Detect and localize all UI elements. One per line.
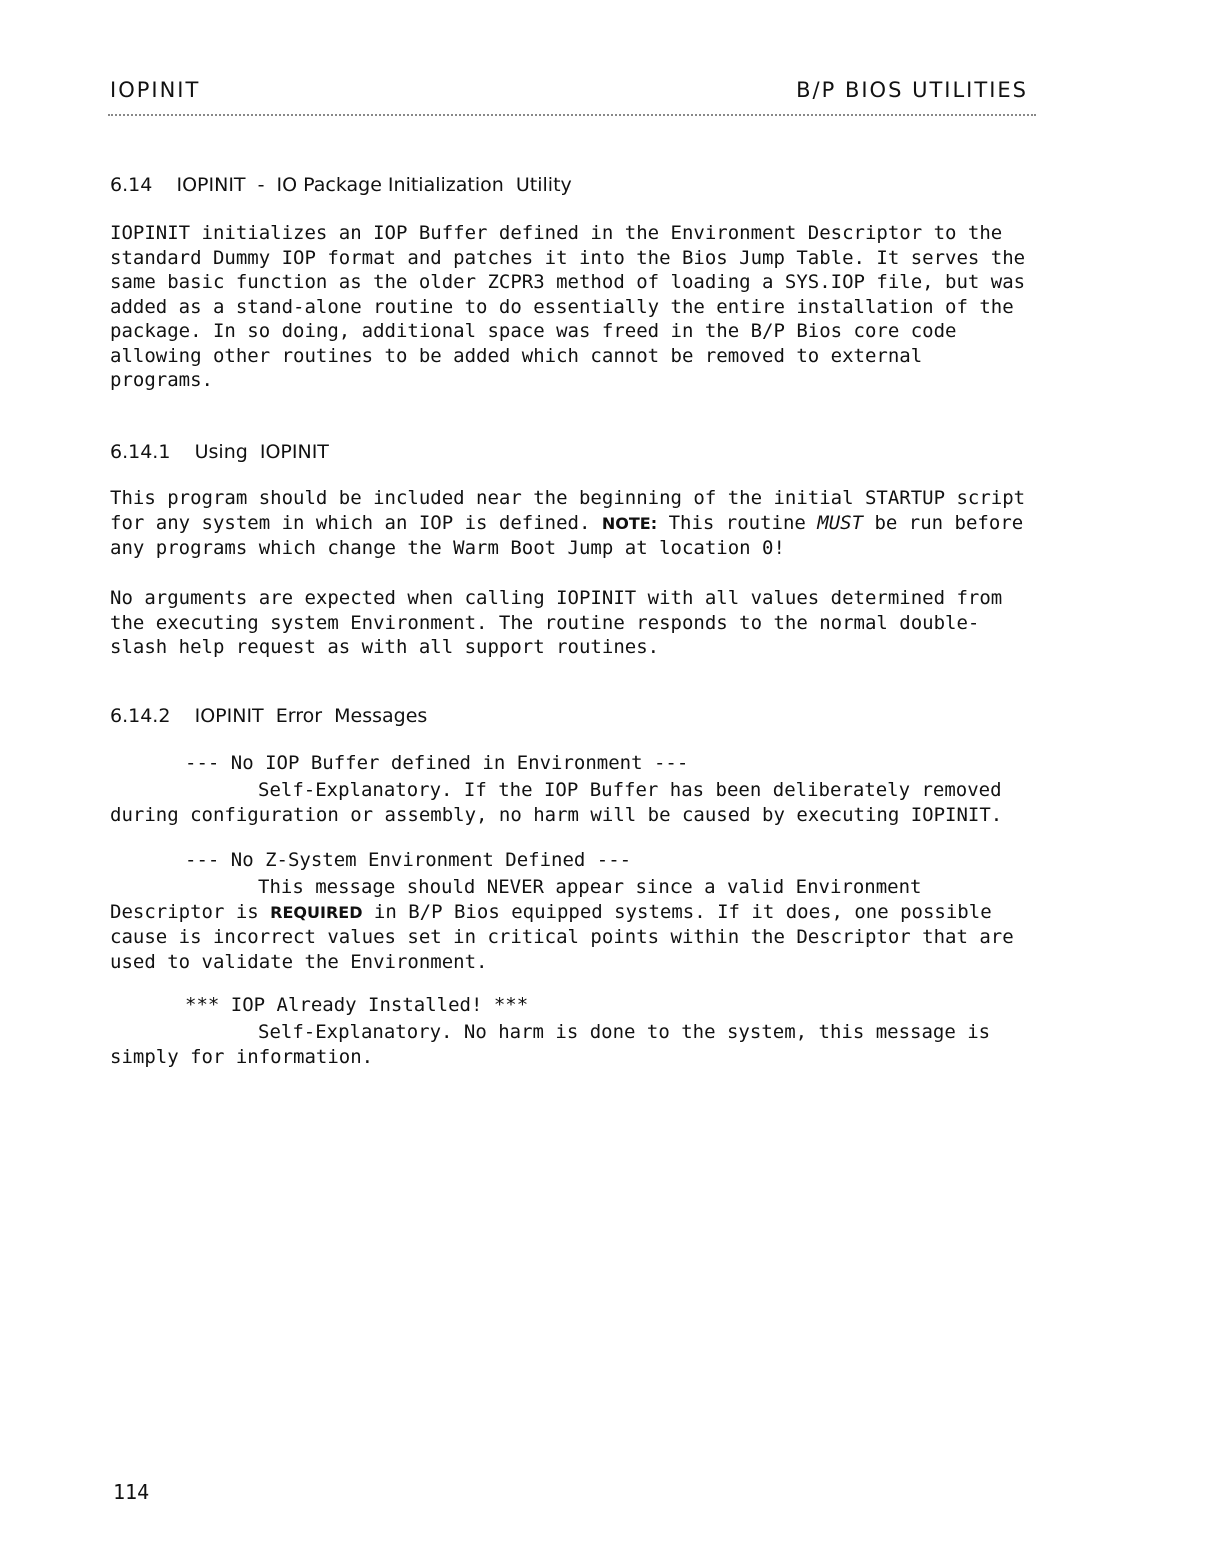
error-message-title: --- No Z-System Environment Defined --- [185,849,632,871]
error-message-title: --- No IOP Buffer defined in Environment --- [185,752,689,774]
header-right: B/P BIOS UTILITIES [796,78,1028,102]
section-heading-6-14-1 [110,441,329,463]
paragraph: IOPINIT initializes an IOP Buffer defined in the Environment Descriptor to the standard Dummy IOP format and patches it into the Bios Jump Table. It serves the same basic function as the older ZCPR3 method of loading a SYS.IOP file, but was added as a stand-alone routine to do essentially the entire installation of the package. In so doing, additional space was freed in the B/P Bios core code allowing other routines to be added which cannot be removed to external programs. [110,222,1026,391]
paragraph: No arguments are expected when calling IOPINIT with all values determined from the executing system Environment. The routine responds to the normal double-slash help request as with all support routines. [110,587,1003,658]
header-left: IOPINIT [110,78,201,102]
section-heading-6-14-2 [110,705,427,727]
section-number: 6.14.1 [110,441,171,463]
note-label: NOTE: [601,513,658,533]
running-header [110,78,1028,108]
text-run: This routine [657,511,818,534]
section-title: IOPINIT Error Messages [194,705,428,727]
section-6-14-paragraph [110,221,1030,393]
header-rule [108,114,1036,116]
section-title: Using IOPINIT [194,441,329,463]
section-number: 6.14.2 [110,705,171,727]
error-message-text: Self-Explanatory. If the IOP Buffer has been deliberately removed during configuration or assembly, no harm will be caused by executing IOPINIT. [110,779,1003,826]
error-message-text: Self-Explanatory. No harm is done to the system, this message is simply for information. [110,1021,991,1068]
section-heading-6-14 [110,174,572,196]
section-6-14-1-paragraph-1 [110,486,1030,561]
paragraph [110,486,1030,561]
section-number: 6.14 [110,174,153,196]
page-number: 114 [113,1480,150,1504]
section-title: IOPINIT - IO Package Initialization Utility [176,174,572,196]
text-run: be run before any programs which change the Warm Boot Jump at location 0! [110,511,1024,559]
must-word: MUST [817,511,864,534]
required-word: REQUIRED [270,902,363,922]
text-run: This program should be included near the beginning of the initial STARTUP script for any system in which an IOP is defined. [110,487,1026,534]
error-message-title: *** IOP Already Installed! *** [185,994,529,1016]
text-run: in B/P Bios equipped systems. If it does, one possible cause is incorrect values set in critical points within the Descriptor that are used to validate the Environment. [110,900,1014,973]
section-6-14-1-paragraph-2 [110,586,1030,660]
text-run: This message should NEVER appear since a valid Environment Descriptor is [110,876,922,923]
error-message-text [110,875,1030,974]
